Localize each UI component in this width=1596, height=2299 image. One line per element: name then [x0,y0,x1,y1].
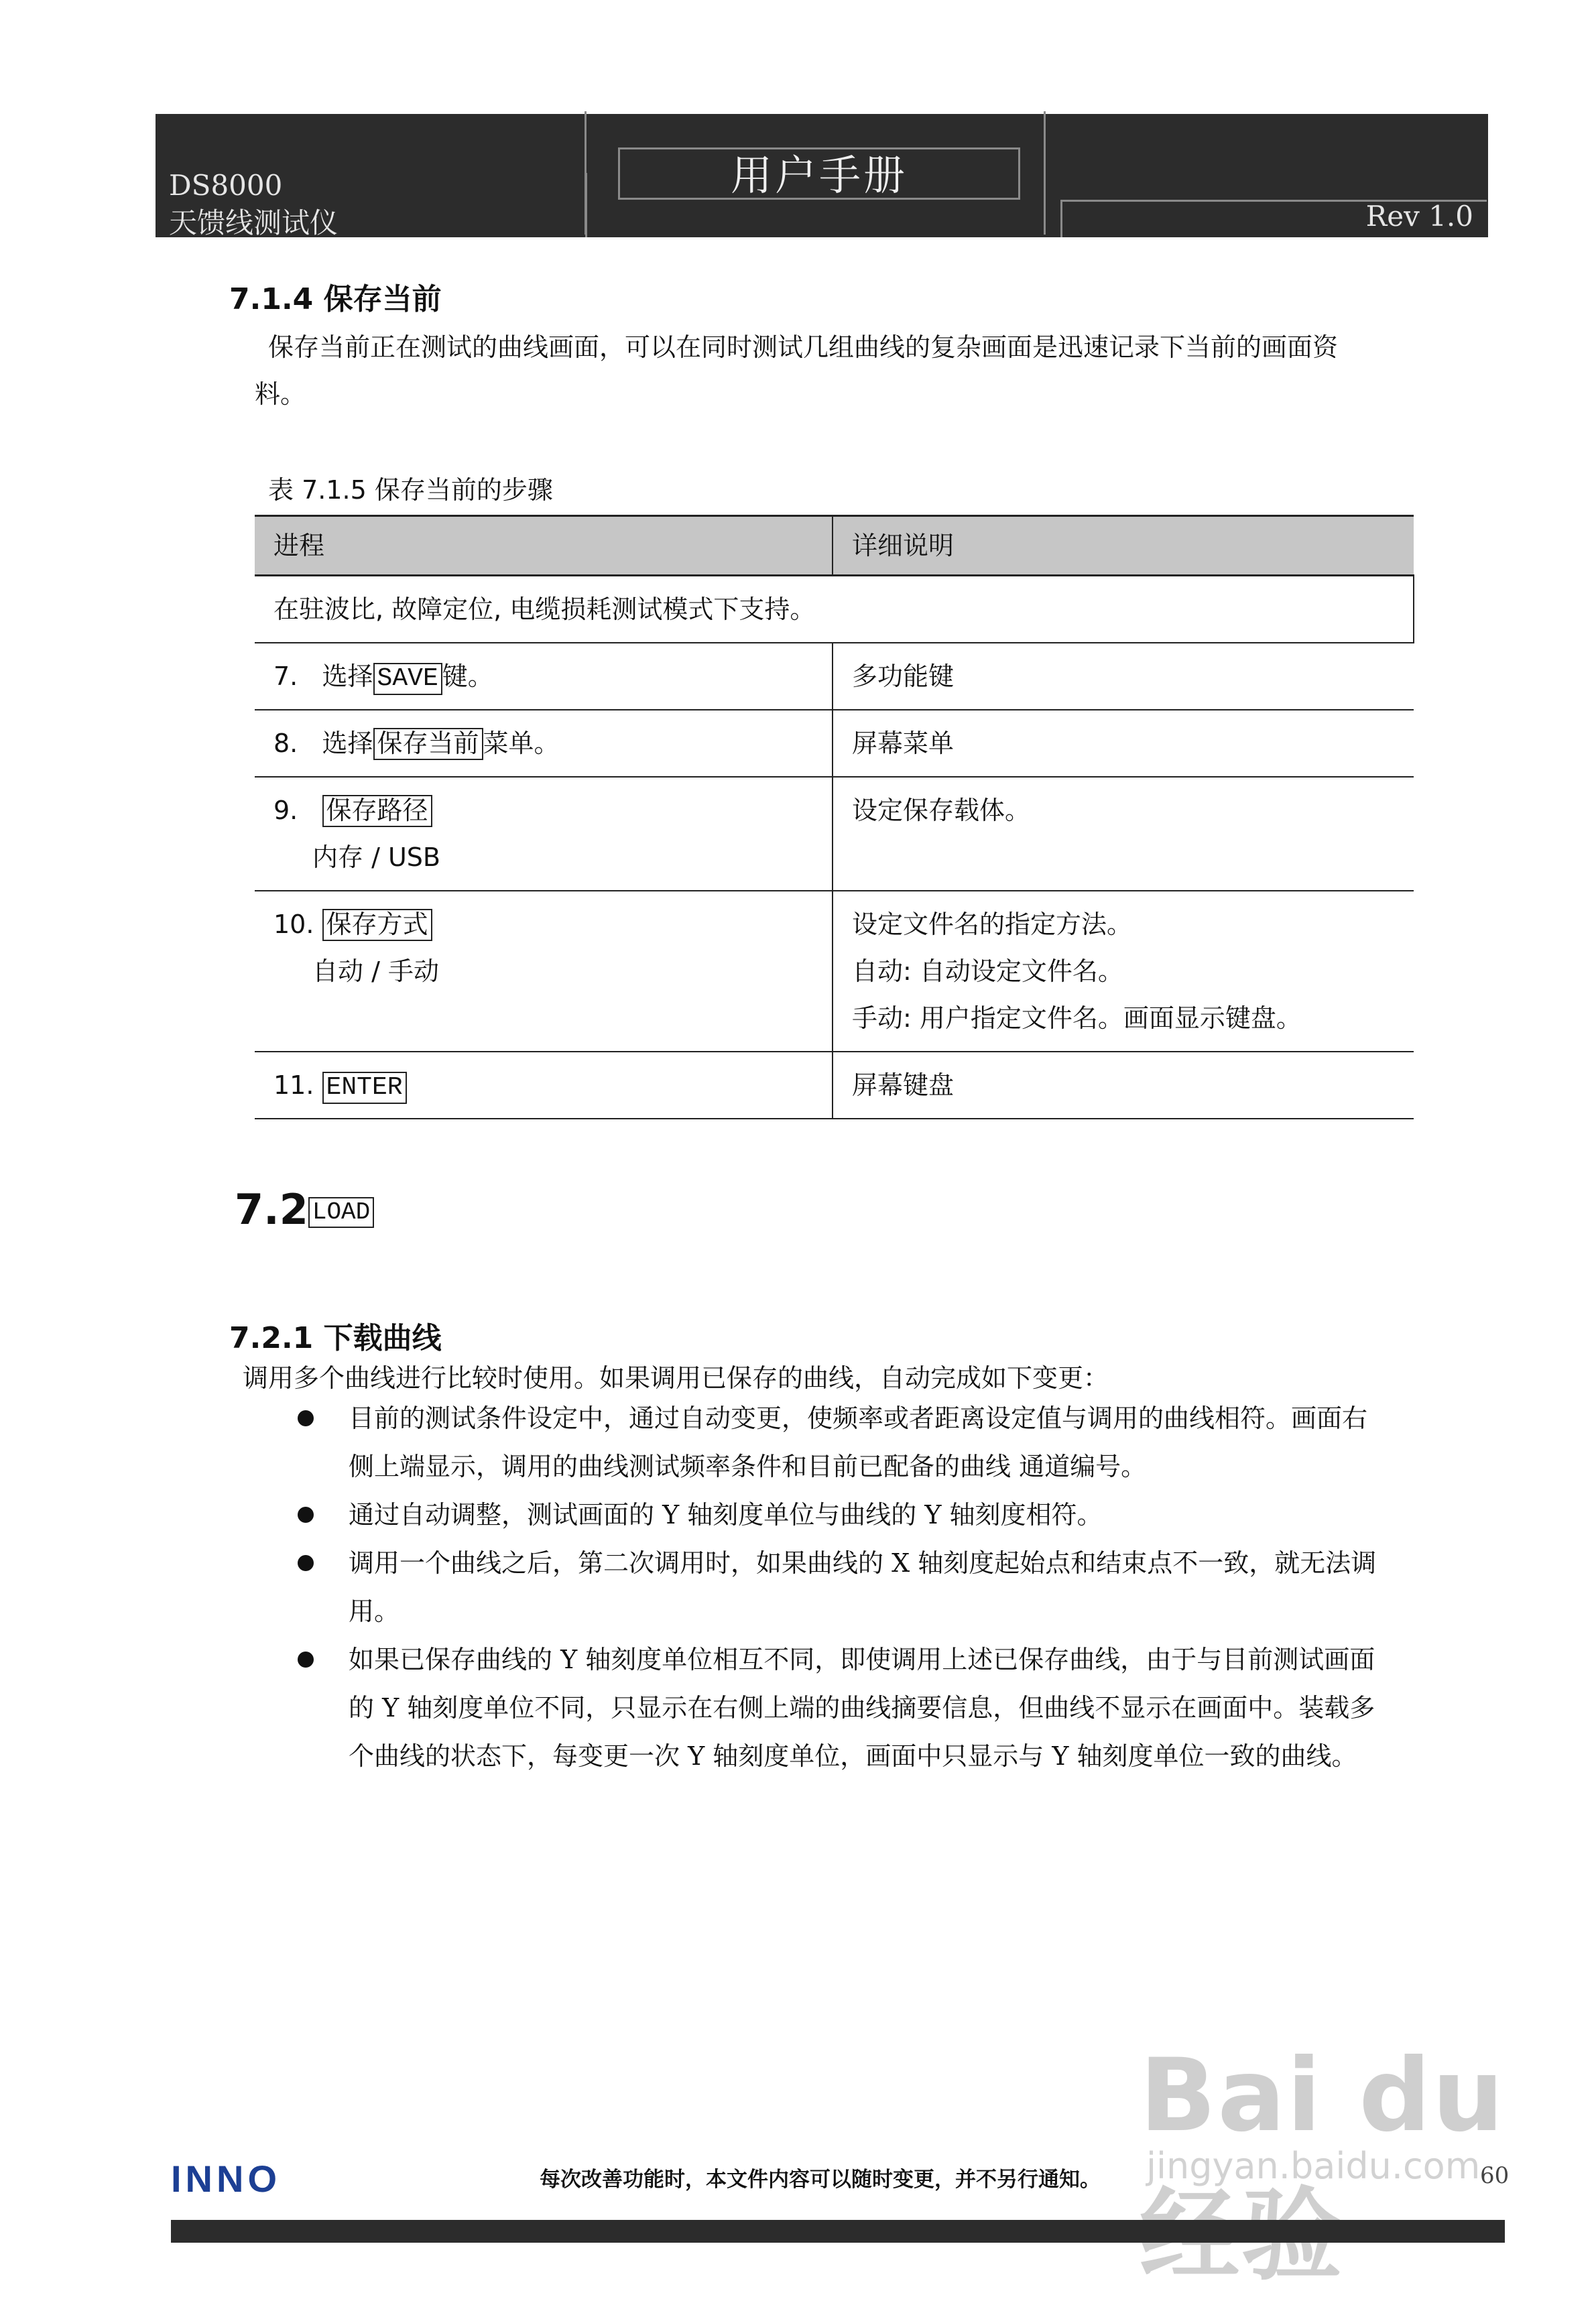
step-detail [833,891,1414,1052]
step-detail: 屏幕键盘 [833,1052,1414,1119]
bullet-dot-icon [298,1410,314,1426]
step-detail-line: 手动: 用户指定文件名。画面显示键盘。 [852,1003,1302,1033]
save-path-key: 保存路径 [322,795,432,827]
baidu-watermark: Bai du [1140,2038,1506,2154]
section-number: 7.2 [235,1185,308,1234]
step-option: 内存 / USB [312,843,440,872]
step-number: 7. [273,662,298,691]
enter-key: ENTER [322,1072,407,1104]
table-row [255,710,1414,777]
step-text: 菜单。 [483,729,560,758]
header-detail: 详细说明 [833,516,1414,576]
page-header [156,114,1488,237]
page-number: 60 [1480,2162,1510,2189]
paragraph-7-1-4-line1: 保存当前正在测试的曲线画面，可以在同时测试几组曲线的复杂画面是迅速记录下当前的画面资 [268,332,1339,362]
table-row [255,777,1414,891]
bullet-line: 通过自动调整，测试画面的 Y 轴刻度单位与曲线的 Y 轴刻度相符。 [349,1500,1103,1530]
bullet-dot-icon [298,1507,314,1523]
bullet-line: 如果已保存曲线的 Y 轴刻度单位相互不同，即使调用上述已保存曲线，由于与目前测试画面 [349,1645,1375,1674]
bullet-line: 调用一个曲线之后，第二次调用时，如果曲线的 X 轴刻度起始点和结束点不一致，就无法调 [349,1548,1377,1578]
header-revision: Rev 1.0 [1365,200,1473,233]
heading-7-2 [235,1185,374,1234]
step-text: 选择 [322,662,373,691]
save-key: SAVE [373,663,442,695]
step-detail: 设定保存载体。 [833,777,1414,891]
table-caption: 表 7.1.5 保存当前的步骤 [268,475,553,505]
step-cell [255,777,833,891]
bullet-line: 的 Y 轴刻度单位不同，只显示在右侧上端的曲线摘要信息，但曲线不显示在画面中。装载多 [349,1693,1375,1723]
bullet-line: 用。 [349,1597,400,1626]
step-number: 8. [273,729,298,758]
bullet-line: 个曲线的状态下，每变更一次 Y 轴刻度单位，画面中只显示与 Y 轴刻度单位一致的曲线。 [349,1741,1357,1771]
header-model: DS8000 [169,169,283,202]
save-current-menu-key: 保存当前 [373,728,483,760]
bullet-dot-icon [298,1555,314,1571]
table-row [255,643,1414,710]
header-title: 用户手册 [730,151,908,200]
table-row [255,1052,1414,1119]
bullet-dot-icon [298,1652,314,1668]
table-row [255,576,1414,643]
step-cell [255,643,833,710]
step-option: 自动 / 手动 [312,956,439,986]
step-detail-line: 设定文件名的指定方法。 [852,910,1133,939]
footer-notice: 每次改善功能时，本文件内容可以随时变更，并不另行通知。 [540,2168,1101,2192]
list-item [288,1394,1455,1491]
heading-7-2-1: 7.2.1 下载曲线 [229,1321,442,1355]
step-cell [255,1052,833,1119]
step-text: 键。 [442,662,493,691]
header-subtitle: 天馈线测试仪 [169,206,339,239]
steps-table [255,515,1414,1119]
list-item [288,1491,1455,1539]
bullet-list [288,1394,1455,1780]
step-detail: 屏幕菜单 [833,710,1414,777]
intro-paragraph: 调用多个曲线进行比较时使用。如果调用已保存的曲线，自动完成如下变更： [243,1363,1109,1393]
list-item [288,1539,1455,1635]
list-item [288,1635,1455,1780]
baidu-watermark-url: jingyan.baidu.com [1146,2145,1481,2187]
header-divider-right [1044,111,1046,235]
load-key: LOAD [308,1197,374,1227]
step-number: 9. [273,796,298,825]
step-detail-line: 自动: 自动设定文件名。 [852,956,1123,986]
bullet-line: 目前的测试条件设定中，通过自动变更，使频率或者距离设定值与调用的曲线相符。画面右 [349,1404,1368,1433]
step-number: 10. [273,910,314,939]
footer-bar [171,2220,1505,2243]
inno-logo: INNO [171,2158,281,2200]
step-detail: 多功能键 [833,643,1414,710]
paragraph-7-1-4-line2: 料。 [255,379,306,409]
support-note: 在驻波比, 故障定位, 电缆损耗测试模式下支持。 [255,576,1414,643]
save-mode-key: 保存方式 [322,909,432,941]
step-text: 选择 [322,729,373,758]
heading-7-1-4: 7.1.4 保存当前 [229,282,442,316]
step-cell [255,710,833,777]
step-cell [255,891,833,1052]
step-number: 11. [273,1070,314,1100]
header-process: 进程 [255,516,833,576]
table-row [255,891,1414,1052]
table-header-row [255,516,1414,576]
bullet-line: 侧上端显示，调用的曲线测试频率条件和目前已配备的曲线 通道编号。 [349,1452,1147,1481]
